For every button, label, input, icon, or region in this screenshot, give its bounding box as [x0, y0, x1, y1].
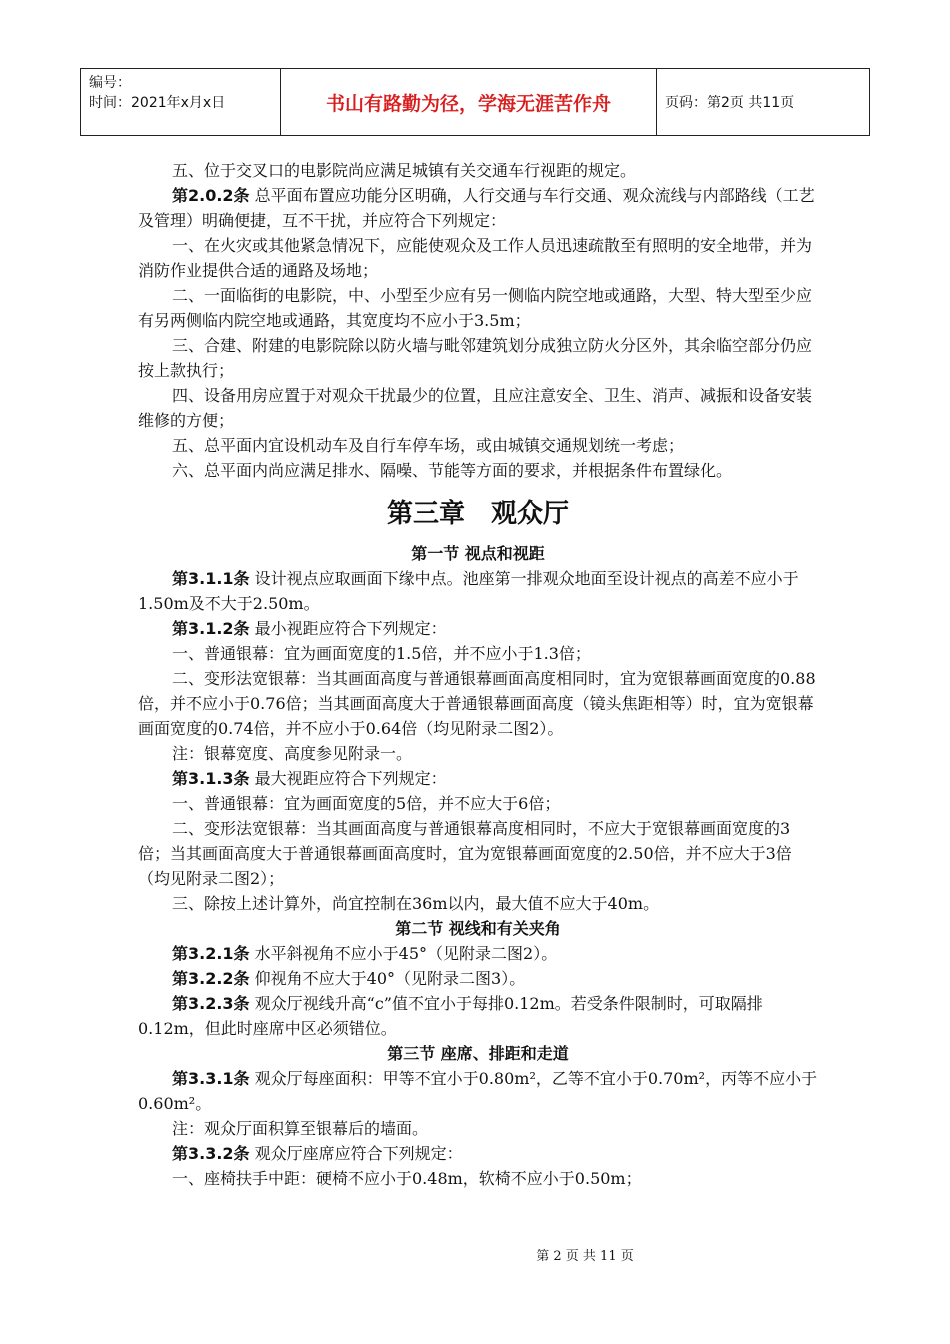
paragraph: 五、总平面内宜设机动车及自行车停车场，或由城镇交通规划统一考虑；: [172, 436, 685, 455]
article-text: 观众厅座席应符合下列规定：: [249, 1144, 463, 1163]
article-text: 总平面布置应功能分区明确，人行交通与车行交通、观众流线与内部路线（工艺及管理）明确便捷，互不干扰，并应符合下列规定：: [138, 186, 815, 230]
article-3-1-1: [138, 566, 818, 616]
paragraph: 六、总平面内尚应满足排水、隔噪、节能等方面的要求，并根据条件布置绿化。: [172, 461, 733, 480]
article-3-3-2: [138, 1141, 818, 1166]
article-label: 第3.3.1条: [172, 1069, 250, 1088]
document-body: [138, 158, 818, 1191]
paragraph: 三、除按上述计算外，尚宜控制在36m以内，最大值不应大于40m。: [172, 894, 660, 913]
section-title: 第三节 座席、排距和走道: [387, 1044, 569, 1063]
article-label: 第3.2.2条: [172, 969, 250, 988]
paragraph: 一、普通银幕：宜为画面宽度的5倍，并不应大于6倍；: [172, 794, 561, 813]
paragraph: 三、合建、附建的电影院除以防火墙与毗邻建筑划分成独立防火分区外，其余临空部分仍应按上款执行；: [138, 336, 813, 380]
article-text: 最大视距应符合下列规定：: [249, 769, 447, 788]
paragraph: 五、位于交叉口的电影院尚应满足城镇有关交通车行视距的规定。: [172, 161, 637, 180]
paragraph: 二、变形法宽银幕：当其画面高度与普通银幕画面高度相同时，宜为宽银幕画面宽度的0.88倍，并不应小于0.76倍；当其画面高度大于普通银幕画面高度（镜头焦距相等）时，宜为宽银幕画面宽度的0.74倍，并不应小于0.64倍（均见附录二图2）。: [138, 669, 816, 738]
section-title: 第二节 视线和有关夹角: [395, 919, 561, 938]
article-label: 第3.1.1条: [172, 569, 250, 588]
article-3-1-3: [138, 766, 818, 791]
header-meta: [81, 69, 281, 135]
article-text: 最小视距应符合下列规定：: [249, 619, 447, 638]
section-title: 第一节 视点和视距: [411, 544, 545, 563]
note: 注：观众厅面积算至银幕后的墙面。: [172, 1119, 429, 1138]
page-footer: 第 2 页 共 11 页: [536, 1249, 634, 1264]
chapter-title: 第三章 观众厅: [386, 499, 569, 529]
article-text: 仰视角不应大于40°（见附录二图3）。: [249, 969, 526, 988]
header-page-info: 页码：第2页 共11页: [665, 95, 795, 111]
article-3-2-3: [138, 991, 818, 1041]
article-text: 观众厅视线升高“c”值不宜小于每排0.12m。若受条件限制时，可取隔排0.12m，但此时座席中区必须错位。: [138, 994, 763, 1038]
article-label: 第3.2.1条: [172, 944, 250, 963]
time-label: 时间：2021年x月x日: [89, 95, 226, 111]
article-3-2-2: [138, 966, 818, 991]
article-label: 第3.1.2条: [172, 619, 250, 638]
article-label: 第2.0.2条: [172, 186, 250, 205]
article-text: 观众厅每座面积：甲等不宜小于0.80m²，乙等不宜小于0.70m²，丙等不应小于0.60m²。: [138, 1069, 818, 1113]
number-label: 编号：: [89, 75, 131, 91]
article-text: 设计视点应取画面下缘中点。池座第一排观众地面至设计视点的高差不应小于1.50m及不大于2.50m。: [138, 569, 799, 613]
article-label: 第3.2.3条: [172, 994, 250, 1013]
article-3-1-2: [138, 616, 818, 641]
article-3-3-1: [138, 1066, 818, 1116]
paragraph: 四、设备用房应置于对观众干扰最少的位置，且应注意安全、卫生、消声、减振和设备安装维修的方便；: [138, 386, 813, 430]
note: 注：银幕宽度、高度参见附录一。: [172, 744, 413, 763]
header-table: [80, 68, 870, 136]
paragraph: 一、座椅扶手中距：硬椅不应小于0.48m，软椅不应小于0.50m；: [172, 1169, 642, 1188]
article-label: 第3.1.3条: [172, 769, 250, 788]
paragraph: 一、普通银幕：宜为画面宽度的1.5倍，并不应小于1.3倍；: [172, 644, 591, 663]
article-3-2-1: [138, 941, 818, 966]
paragraph: 二、一面临街的电影院，中、小型至少应有另一侧临内院空地或通路，大型、特大型至少应有另两侧临内院空地或通路，其宽度均不应小于3.5m；: [138, 286, 813, 330]
article-2-0-2: [138, 183, 818, 233]
article-label: 第3.3.2条: [172, 1144, 250, 1163]
paragraph: 一、在火灾或其他紧急情况下，应能使观众及工作人员迅速疏散至有照明的安全地带，并为消防作业提供合适的通路及场地；: [138, 236, 813, 280]
paragraph: 二、变形法宽银幕：当其画面高度与普通银幕高度相同时，不应大于宽银幕画面宽度的3倍；当其画面高度大于普通银幕画面高度时，宜为宽银幕画面宽度的2.50倍，并不应大于3倍（均见附录二图2）；: [138, 819, 792, 888]
header-motto: 书山有路勤为径，学海无涯苦作舟: [281, 69, 657, 135]
article-text: 水平斜视角不应小于45°（见附录二图2）。: [249, 944, 558, 963]
